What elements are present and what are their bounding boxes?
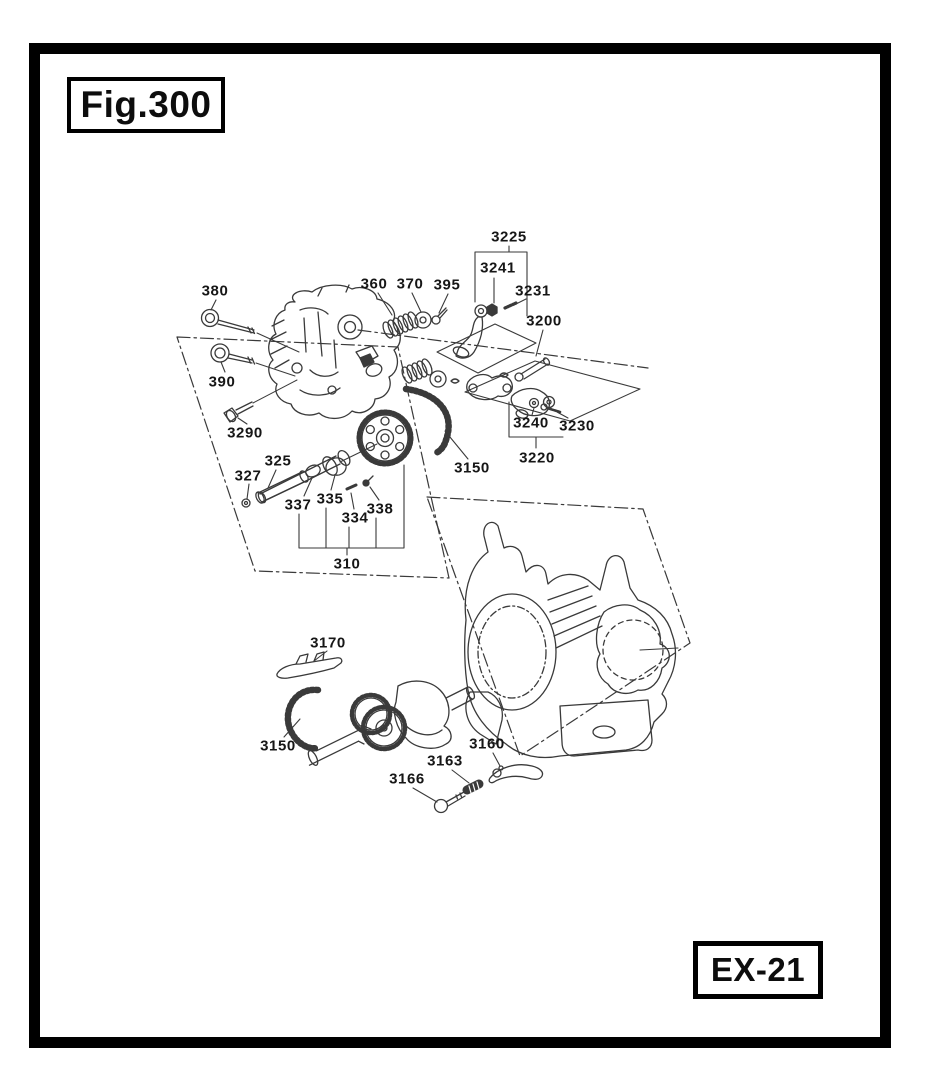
rocker-arm-upper xyxy=(452,303,516,359)
part-callout-337: 337 xyxy=(284,496,312,514)
governor-parts xyxy=(435,765,543,813)
crankcase-group-boundary xyxy=(427,497,690,756)
part-callout-360: 360 xyxy=(360,275,388,293)
part-callout-3225: 3225 xyxy=(491,228,527,246)
stud-3231 xyxy=(505,303,516,308)
part-callout-3241: 3241 xyxy=(480,259,516,277)
cylinder-head xyxy=(269,285,401,418)
lock-395-upper xyxy=(432,316,440,324)
part-callout-3200: 3200 xyxy=(526,312,562,330)
part-callout-390: 390 xyxy=(208,373,236,391)
dashdot-boundaries xyxy=(177,330,690,756)
part-callout-3240: 3240 xyxy=(513,414,549,432)
part-callout-310: 310 xyxy=(333,555,361,573)
pin-334 xyxy=(347,485,356,489)
pivot-pin-3200 xyxy=(515,357,551,381)
part-callout-3150: 3150 xyxy=(454,459,490,477)
sleeve-3163 xyxy=(467,782,479,793)
part-callout-3163: 3163 xyxy=(427,752,463,770)
bolt-3166 xyxy=(435,792,466,813)
part-callout-334: 334 xyxy=(341,509,369,527)
chain-guide-3170 xyxy=(277,652,342,678)
figure-number-box xyxy=(67,77,225,133)
part-callout-3160: 3160 xyxy=(469,735,505,753)
part-callout-3230: 3230 xyxy=(559,417,595,435)
page-code: EX-21 xyxy=(710,951,806,988)
washer-3240 xyxy=(530,399,539,408)
cam-sprocket xyxy=(359,412,411,464)
nut-3241 xyxy=(487,304,497,316)
valve-380 xyxy=(202,310,300,353)
arm-3160 xyxy=(489,765,542,783)
part-callout-395: 395 xyxy=(433,276,461,294)
ring-337 xyxy=(304,463,322,479)
part-callout-3290: 3290 xyxy=(227,424,263,442)
bolt-338 xyxy=(363,476,373,486)
part-callout-3150: 3150 xyxy=(260,737,296,755)
part-callout-335: 335 xyxy=(316,490,344,508)
spring-lower xyxy=(400,358,434,385)
part-callout-370: 370 xyxy=(396,275,424,293)
part-callout-338: 338 xyxy=(366,500,394,518)
part-callout-3166: 3166 xyxy=(389,770,425,788)
ring-327 xyxy=(242,499,250,507)
part-callout-380: 380 xyxy=(201,282,229,300)
figure-number: Fig.300 xyxy=(80,84,212,125)
part-callout-327: 327 xyxy=(234,467,262,485)
lock-395-lower xyxy=(451,379,459,383)
part-callout-3220: 3220 xyxy=(519,449,555,467)
part-callout-3231: 3231 xyxy=(515,282,551,300)
page-code-box xyxy=(693,941,823,999)
part-callout-3170: 3170 xyxy=(310,634,346,652)
part-callout-325: 325 xyxy=(264,452,292,470)
